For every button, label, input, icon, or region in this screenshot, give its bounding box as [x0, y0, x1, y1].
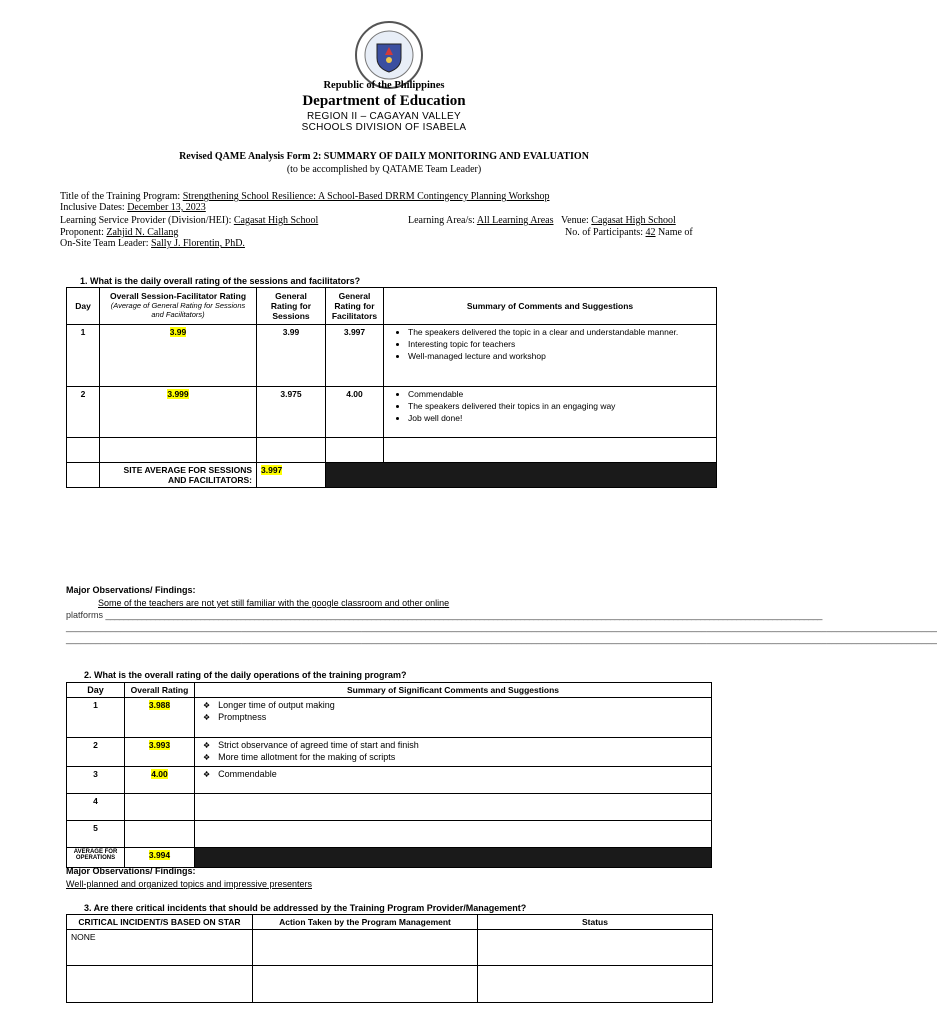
overall-value: 3.999 — [167, 389, 189, 399]
overall-cell — [100, 387, 257, 438]
col-facilitators: General Rating for Facilitators — [326, 288, 384, 325]
observations-line-2-text: platforms — [66, 610, 104, 620]
area-venue-line — [408, 215, 676, 226]
action-cell — [253, 930, 478, 966]
comments-cell — [195, 821, 712, 848]
question-2: 2. What is the overall rating of the daily operations of the training program? — [84, 670, 407, 680]
list-item: ❖ More time allotment for the making of scripts — [203, 752, 707, 762]
observations-2-text: Well-planned and organized topics and impressive presenters — [66, 879, 312, 889]
operations-average-value: 3.994 — [148, 850, 171, 860]
rating-cell — [125, 821, 195, 848]
comments-cell — [195, 767, 712, 794]
rating-cell — [125, 698, 195, 738]
col-action: Action Taken by the Program Management — [253, 915, 478, 930]
blank-line: ______________________________________________________________________________________________________________________________________________________________________________ — [66, 634, 937, 644]
day-cell: 2 — [67, 738, 125, 767]
empty-cell — [67, 463, 100, 488]
title-value: Strengthening School Resilience: A School-Based DRRM Contingency Planning Workshop — [182, 191, 550, 202]
division-text: SCHOOLS DIVISION OF ISABELA — [301, 122, 467, 133]
col-overall — [100, 288, 257, 325]
operations-average-row — [67, 848, 712, 868]
shaded-cell — [326, 463, 717, 488]
status-cell — [478, 966, 713, 1003]
table-row — [67, 966, 713, 1003]
col-day: Day — [67, 288, 100, 325]
empty-cell — [326, 438, 384, 463]
leader-value: Sally J. Florentin, PhD. — [151, 238, 245, 249]
list-item: • The speakers delivered their topics in an engaging way — [408, 401, 712, 411]
empty-cell — [100, 438, 257, 463]
operations-rating-table — [66, 682, 712, 868]
area-label: Learning Area/s: — [408, 215, 475, 226]
empty-cell — [384, 438, 717, 463]
day-cell: 2 — [67, 387, 100, 438]
list-item: ❖ Longer time of output making — [203, 700, 707, 710]
site-average-label: SITE AVERAGE FOR SESSIONS AND FACILITATORS: — [100, 463, 257, 488]
table-row — [67, 387, 717, 438]
col-summary: Summary of Comments and Suggestions — [384, 288, 717, 325]
rating-cell — [125, 767, 195, 794]
dates-value: December 13, 2023 — [127, 202, 206, 213]
col-overall-title: Overall Session-Facilitator Rating — [109, 291, 247, 302]
dates-line — [60, 202, 206, 213]
blank-line: ______________________________________________________________________________________________________________________________________________________________________________ — [66, 622, 937, 632]
form-title: Revised QAME Analysis Form 2: SUMMARY OF DAILY MONITORING AND EVALUATION — [179, 151, 589, 162]
day-cell: 1 — [67, 698, 125, 738]
site-average-row — [67, 463, 717, 488]
provider-value: Cagasat High School — [233, 215, 319, 226]
session-rating-table — [66, 287, 717, 488]
site-average-value: 3.997 — [261, 465, 283, 475]
facilitators-cell: 3.997 — [326, 325, 384, 387]
col-overall-rating: Overall Rating — [125, 683, 195, 698]
empty-cell — [257, 438, 326, 463]
observations-2-label: Major Observations/ Findings: — [66, 866, 196, 876]
critical-incidents-table — [66, 914, 713, 1003]
question-3: 3. Are there critical incidents that should be addressed by the Training Program Provider/Management? — [84, 903, 527, 913]
operations-average-label: AVERAGE FOR OPERATIONS — [67, 848, 125, 868]
table-header-row — [67, 915, 713, 930]
overall-cell — [100, 325, 257, 387]
list-item: ❖ Strict observance of agreed time of start and finish — [203, 740, 707, 750]
venue-label: Venue: — [561, 215, 589, 226]
list-item: • Well-managed lecture and workshop — [408, 351, 712, 361]
table-row — [67, 767, 712, 794]
day-cell: 4 — [67, 794, 125, 821]
site-average-cell — [257, 463, 326, 488]
department-title: Department of Education — [302, 93, 466, 109]
area-value: All Learning Areas — [476, 215, 554, 226]
overall-value: 3.99 — [169, 327, 187, 337]
sessions-cell: 3.99 — [257, 325, 326, 387]
facilitators-cell: 4.00 — [326, 387, 384, 438]
leader-label: On-Site Team Leader: — [60, 238, 149, 249]
list-item: • Job well done! — [408, 413, 712, 423]
participants-suffix: Name of — [658, 227, 693, 238]
list-item: ❖ Promptness — [203, 712, 707, 722]
participants-line — [565, 227, 693, 238]
observations-line-1: Some of the teachers are not yet still familiar with the google classroom and other online — [98, 598, 450, 608]
comments-cell — [195, 794, 712, 821]
col-incident: CRITICAL INCIDENT/S BASED ON STAR — [67, 915, 253, 930]
rating-value: 3.988 — [148, 700, 171, 710]
region-text: REGION II – CAGAYAN VALLEY — [307, 111, 461, 122]
participants-value: 42 — [645, 227, 656, 238]
list-item: • Interesting topic for teachers — [408, 339, 712, 349]
col-status: Status — [478, 915, 713, 930]
comments-cell — [384, 325, 717, 387]
training-title-line — [60, 191, 549, 202]
list-item: ❖ Commendable — [203, 769, 707, 779]
table-row — [67, 930, 713, 966]
dates-label: Inclusive Dates: — [60, 202, 125, 213]
republic-text: Republic of the Philippines — [323, 80, 445, 91]
proponent-value: Zahjid N. Callang — [106, 227, 179, 238]
comments-cell — [384, 387, 717, 438]
table-row — [67, 698, 712, 738]
rating-value: 4.00 — [151, 769, 168, 779]
provider-line — [60, 215, 318, 226]
rating-value: 3.993 — [148, 740, 171, 750]
col-day: Day — [67, 683, 125, 698]
table-header-row — [67, 683, 712, 698]
empty-cell — [67, 438, 100, 463]
participants-label: No. of Participants: — [565, 227, 644, 238]
list-item: • Commendable — [408, 389, 712, 399]
title-label: Title of the Training Program: — [60, 191, 181, 202]
table-row — [67, 738, 712, 767]
blank-line: _______________________________________________________________________________________________________________________________________________________________ — [105, 610, 822, 620]
proponent-label: Proponent: — [60, 227, 104, 238]
col-summary: Summary of Significant Comments and Suggestions — [195, 683, 712, 698]
observations-line-2 — [66, 610, 822, 620]
form-subtitle: (to be accomplished by QATAME Team Leader) — [286, 164, 482, 175]
venue-value: Cagasat High School — [591, 215, 676, 226]
table-row — [67, 821, 712, 848]
operations-average-cell — [125, 848, 195, 868]
incident-cell: NONE — [67, 930, 253, 966]
leader-line — [60, 238, 245, 249]
proponent-line — [60, 227, 178, 238]
rating-cell — [125, 794, 195, 821]
table-row — [67, 325, 717, 387]
provider-label: Learning Service Provider (Division/HEI): — [60, 215, 232, 226]
col-overall-note: (Average of General Rating for Sessions and Facilitators) — [110, 301, 246, 319]
day-cell: 3 — [67, 767, 125, 794]
list-item: • The speakers delivered the topic in a clear and understandable manner. — [408, 327, 712, 337]
sessions-cell: 3.975 — [257, 387, 326, 438]
table-row — [67, 438, 717, 463]
comments-cell — [195, 738, 712, 767]
rating-cell — [125, 738, 195, 767]
table-header-row — [67, 288, 717, 325]
action-cell — [253, 966, 478, 1003]
incident-cell — [67, 966, 253, 1003]
day-cell: 1 — [67, 325, 100, 387]
question-1: 1. What is the daily overall rating of the sessions and facilitators? — [80, 276, 361, 286]
table-row — [67, 794, 712, 821]
status-cell — [478, 930, 713, 966]
col-sessions: General Rating for Sessions — [257, 288, 326, 325]
day-cell: 5 — [67, 821, 125, 848]
observations-label: Major Observations/ Findings: — [66, 585, 196, 595]
shaded-cell — [195, 848, 712, 868]
comments-cell — [195, 698, 712, 738]
